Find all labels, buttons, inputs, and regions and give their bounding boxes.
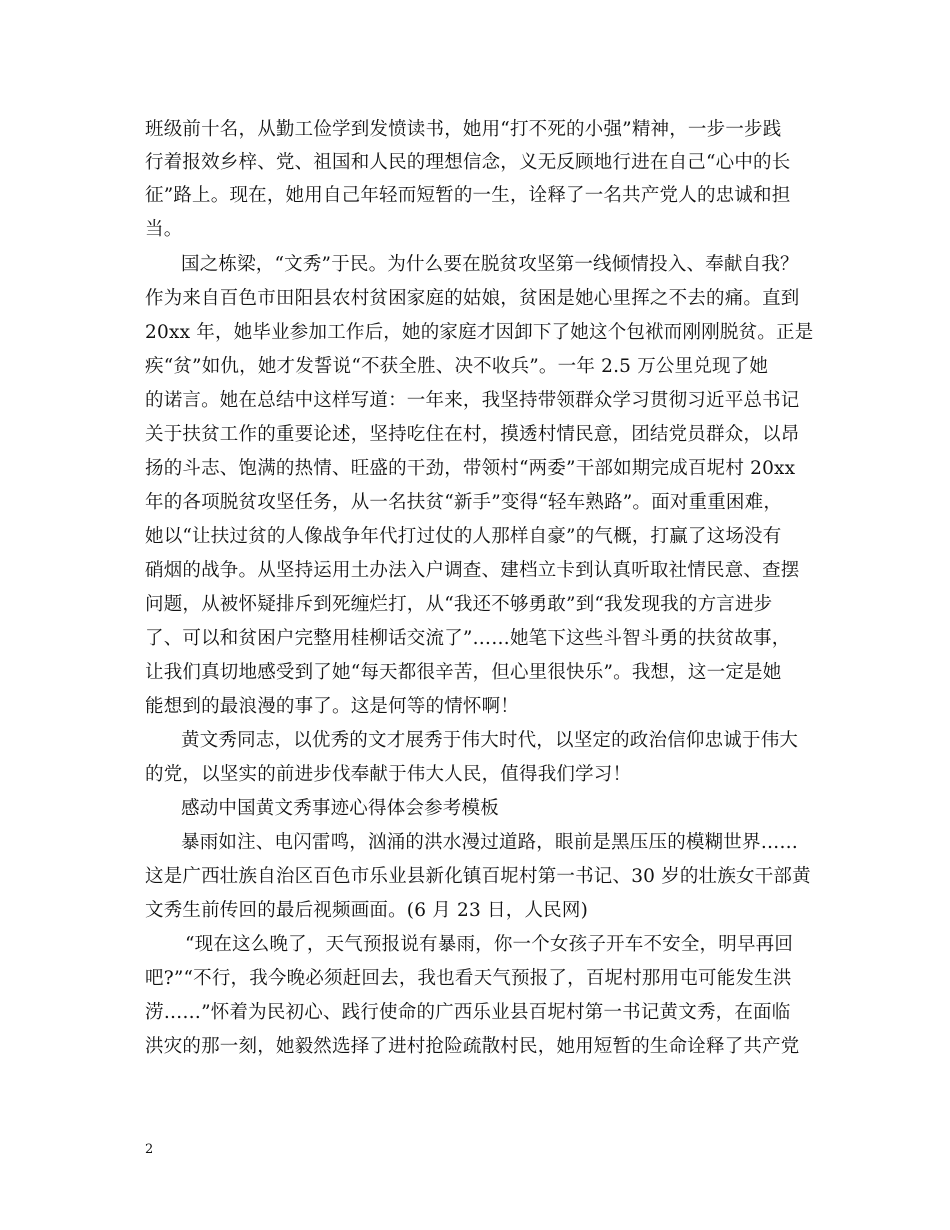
text-line: 20xx 年，她毕业参加工作后，她的家庭才因卸下了她这个包袱而刚刚脱贫。正是 (145, 322, 814, 343)
text-line: 让我们真切地感受到了她“每天都很辛苦，但心里很快乐”。我想，这一定是她 (145, 662, 782, 683)
text-line: 涝……”怀着为民初心、践行使命的广西乐业县百坭村第一书记黄文秀，在面临 (145, 1002, 791, 1023)
text-line: 吧?”“不行，我今晚必须赶回去，我也看天气预报了，百坭村那用屯可能发生洪 (145, 968, 792, 989)
text-line: 班级前十名，从勤工俭学到发愤读书，她用“打不死的小强”精神，一步一步践 (145, 119, 782, 140)
text-line: 年的各项脱贫攻坚任务，从一名扶贫“新手”变得“轻车熟路”。面对重重困难， (145, 492, 783, 513)
text-line: 洪灾的那一刻，她毅然选择了进村抢险疏散村民，她用短暂的生命诠释了共产党 (145, 1036, 800, 1057)
text-line: 能想到的最浪漫的事了。这是何等的情怀啊！ (145, 696, 520, 717)
text-line: 这是广西壮族自治区百色市乐业县新化镇百坭村第一书记、30 岁的壮族女干部黄 (145, 866, 811, 887)
page-number: 2 (145, 1142, 154, 1157)
text-line: 疾“贫”如仇，她才发誓说“不获全胜、决不收兵”。一年 2.5 万公里兑现了她 (145, 356, 769, 377)
text-line: “现在这么晚了，天气预报说有暴雨，你一个女孩子开车不安全，明早再回 (185, 934, 794, 955)
text-line: 作为来自百色市田阳县农村贫困家庭的姑娘，贫困是她心里挥之不去的痛。直到 (145, 288, 800, 309)
text-line: 的诺言。她在总结中这样写道：一年来，我坚持带领群众学习贯彻习近平总书记 (145, 390, 800, 411)
text-line: 文秀生前传回的最后视频画面。(6 月 23 日，人民网) (145, 900, 588, 921)
text-line: 扬的斗志、饱满的热情、旺盛的干劲，带领村“两委”干部如期完成百坭村 20xx (145, 458, 796, 479)
text-line: 了、可以和贫困户完整用桂柳话交流了”……她笔下这些斗智斗勇的扶贫故事， (145, 628, 791, 649)
text-line: 黄文秀同志，以优秀的文才展秀于伟大时代，以坚定的政治信仰忠诚于伟大 (181, 730, 799, 751)
text-line: 征”路上。现在，她用自己年轻而短暂的一生，诠释了一名共产党人的忠诚和担 (145, 185, 791, 206)
text-line: 当。 (145, 219, 183, 240)
text-line: 硝烟的战争。从坚持运用土办法入户调查、建档立卡到认真听取社情民意、查摆 (145, 560, 800, 581)
text-line: 她以“让扶过贫的人像战争年代打过仗的人那样自豪”的气概，打赢了这场没有 (145, 526, 782, 547)
section-heading: 感动中国黄文秀事迹心得体会参考模板 (181, 798, 499, 819)
text-line: 问题，从被怀疑排斥到死缠烂打，从“我还不够勇敢”到“我发现我的方言进步 (145, 594, 773, 615)
text-line: 关于扶贫工作的重要论述，坚持吃住在村，摸透村情民意，团结党员群众，以昂 (145, 424, 800, 445)
text-line: 行着报效乡梓、党、祖国和人民的理想信念，义无反顾地行进在自己“心中的长 (145, 152, 791, 173)
text-line: 的党，以坚实的前进步伐奉献于伟大人民，值得我们学习！ (145, 764, 632, 785)
text-line: 国之栋梁，“文秀”于民。为什么要在脱贫攻坚第一线倾情投入、奉献自我？ (181, 254, 799, 275)
text-line: 暴雨如注、电闪雷鸣，汹涌的洪水漫过道路，眼前是黑压压的模糊世界…… (181, 832, 799, 853)
